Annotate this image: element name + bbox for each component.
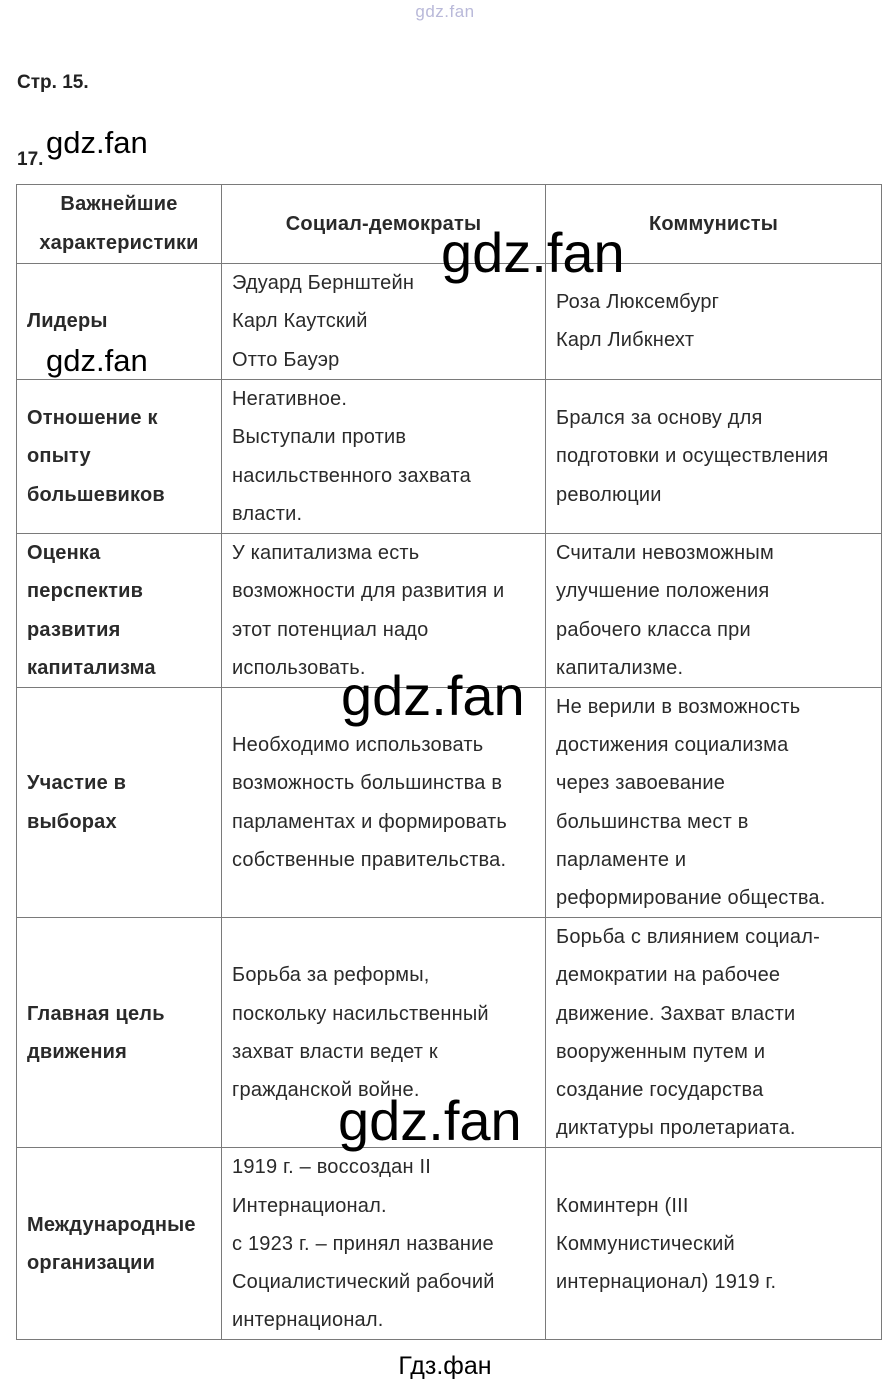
cell-line: движение. Захват власти [556, 1002, 796, 1025]
cell-line: Карл Каутский [232, 310, 368, 333]
top-watermark: gdz.fan [415, 2, 475, 21]
cell-line: рабочего класса при [556, 618, 751, 641]
row-label [17, 534, 222, 688]
cell-line: Социалистический рабочий [232, 1271, 495, 1294]
row-label-line: Отношение к [27, 407, 158, 430]
row-label [17, 918, 222, 1148]
communists-cell [546, 534, 882, 688]
row-label-line: перспектив [27, 580, 144, 603]
watermark: gdz.fan [341, 664, 525, 727]
cell-line: Негативное. [232, 388, 348, 411]
social-democrats-cell [222, 1148, 546, 1340]
table-row [17, 1148, 882, 1340]
cell-line: интернационал) 1919 г. [556, 1271, 777, 1294]
social-democrats-cell [222, 380, 546, 534]
cell-line: интернационал. [232, 1309, 384, 1332]
cell-line: Борьба с влиянием социал- [556, 926, 820, 949]
cell-line: через завоевание [556, 772, 726, 795]
cell-line: Необходимо использовать [232, 734, 484, 757]
cell-line: использовать. [232, 656, 366, 679]
communists-cell [546, 918, 882, 1148]
row-label-line: опыту [27, 445, 91, 468]
row-label-line: организации [27, 1251, 156, 1274]
watermark: gdz.fan [338, 1089, 522, 1152]
cell-line: 1919 г. – воссоздан II [232, 1156, 431, 1179]
cell-line: Роза Люксембург [556, 291, 720, 313]
header-social-democrats: Социал-демократы [222, 185, 546, 264]
cell-line: Эдуард Бернштейн [232, 272, 415, 295]
row-label-line: капитализма [27, 656, 156, 679]
row-label-line: Оценка [27, 542, 101, 565]
task-number: 17. [17, 149, 44, 170]
cell-line: Карл Либкнехт [556, 329, 695, 352]
header-line: Важнейшие [60, 193, 178, 215]
cell-line: гражданской войне. [232, 1079, 420, 1102]
row-label-line: большевиков [27, 483, 165, 506]
communists-cell [546, 380, 882, 534]
watermark: gdz.fan [46, 125, 148, 160]
row-label [17, 380, 222, 534]
cell-line: с 1923 г. – принял название [232, 1232, 494, 1255]
row-label-line: движения [27, 1040, 127, 1063]
row-label-line: Участие в [27, 772, 127, 795]
cell-line: Интернационал. [232, 1194, 387, 1217]
watermark: gdz.fan [46, 343, 148, 378]
watermark: gdz.fan [441, 221, 625, 284]
cell-line: собственные правительства. [232, 848, 507, 871]
cell-line: революции [556, 483, 662, 506]
row-label-line: развития [27, 618, 121, 641]
cell-line: Коминтерн (III [556, 1194, 689, 1217]
header-characteristics [17, 185, 222, 264]
cell-line: Брался за основу для [556, 407, 763, 430]
cell-line: достижения социализма [556, 734, 789, 757]
cell-line: вооруженным путем и [556, 1040, 766, 1063]
cell-line: парламенте и [556, 848, 687, 871]
cell-line: парламентах и формировать [232, 810, 507, 833]
cell-line: улучшение положения [556, 580, 770, 603]
cell-line: У капитализма есть [232, 542, 420, 565]
cell-line: Выступали против [232, 426, 407, 449]
page-label: Стр. 15. [17, 72, 89, 93]
cell-line: Борьба за реформы, [232, 964, 430, 987]
header-communists: Коммунисты [546, 185, 882, 264]
cell-line: Не верили в возможность [556, 696, 801, 718]
communists-cell [546, 688, 882, 918]
cell-line: большинства мест в [556, 810, 749, 833]
cell-line: капитализме. [556, 656, 684, 679]
row-label-line: Международные [27, 1213, 196, 1236]
cell-line: возможность большинства в [232, 772, 503, 795]
cell-line: диктатуры пролетариата. [556, 1117, 796, 1140]
cell-line: власти. [232, 502, 303, 525]
row-label [17, 688, 222, 918]
cell-line: возможности для развития и [232, 580, 505, 603]
header-line: характеристики [39, 232, 199, 254]
cell-line: реформирование общества. [556, 887, 826, 910]
cell-line: насильственного захвата [232, 464, 471, 487]
cell-line: этот потенциал надо [232, 618, 429, 641]
communists-cell [546, 1148, 882, 1340]
row-label-line: Главная цель [27, 1002, 165, 1025]
cell-line: подготовки и осуществления [556, 445, 829, 468]
row-label-line: Лидеры [27, 310, 108, 333]
cell-line: Коммунистический [556, 1232, 735, 1255]
cell-line: создание государства [556, 1079, 764, 1102]
cell-line: захват власти ведет к [232, 1040, 438, 1063]
cell-line: поскольку насильственный [232, 1002, 489, 1025]
cell-line: демократии на рабочее [556, 964, 781, 987]
footer-watermark: Гдз.фан [398, 1352, 492, 1380]
table-row [17, 380, 882, 534]
row-label [17, 1148, 222, 1340]
cell-line: Отто Бауэр [232, 348, 340, 371]
row-label-line: выборах [27, 810, 117, 833]
cell-line: Считали невозможным [556, 542, 774, 565]
